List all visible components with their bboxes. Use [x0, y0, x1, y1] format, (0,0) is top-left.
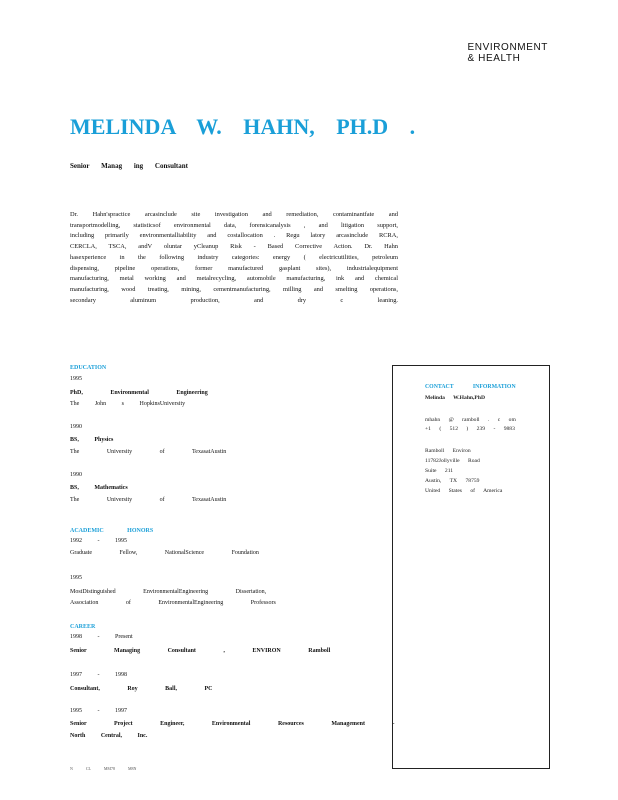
- career-year: 1995 - 1997: [70, 708, 127, 714]
- career-position-cont: North Central, Inc.: [70, 733, 148, 739]
- education-degree: PhD, Environmental Engineering: [70, 390, 208, 396]
- honors-heading: ACADEMIC HONORS: [70, 528, 154, 534]
- career-year: 1997 - 1998: [70, 672, 127, 678]
- career-year: 1998 - Present: [70, 634, 133, 640]
- contact-country: United States of America: [425, 488, 503, 494]
- contact-email[interactable]: mhahn @ ramboll . c om: [425, 417, 516, 423]
- honors-year: 1995: [70, 575, 82, 581]
- education-school: The University of TexasatAustin: [70, 449, 227, 455]
- contact-box: [392, 365, 550, 769]
- bio-paragraph: Dr. Hahn'spractice arcasinclude site investigation and remediation, contaminantfate and transportmodelling, statisticsof environmental data, forensicanalysis , and litigation support, including primarily environmentalliability and costallocation . Regu latory arcasinclude RCRA, CERCLA, TSCA, andV oluntar yCleanup Risk - Based Corrective Action. Dr. Hahn hasexperience in the following industry categories: energy ( electricutilities, petroleum dispensing, pipeline operations, former manufactured gasplant sites), industrialequipment manufacturing, metal working and metalrecycling, automobile manufacturing, ink and chemical manufacturing, wood treating, mining, cementmanufacturing, milling and smelting operations, secondary aluminum production, and dry c leaning.: [70, 211, 398, 304]
- education-heading: EDUCATION: [70, 365, 107, 371]
- contact-phone[interactable]: +1 ( 512 ) 239 - 9883: [425, 426, 515, 432]
- contact-name: Melinda W.Hahn,PhD: [425, 395, 486, 401]
- job-title: Senior Manag ing Consultant: [70, 162, 188, 170]
- contact-address-line: Suite 211: [425, 468, 454, 474]
- contact-address-line: 11782Jollyville Road: [425, 458, 480, 464]
- contact-company: Ramboll Environ: [425, 448, 471, 454]
- brand-line-1: ENVIRONMENT: [467, 42, 548, 53]
- honors-year: 1992 - 1995: [70, 538, 127, 544]
- career-position: Senior Project Engineer, Environmental Resources Management -: [70, 721, 395, 727]
- education-school: The John s HopkinsUniversity: [70, 401, 186, 407]
- honors-description: Graduate Fellow, NationalScience Foundation: [70, 550, 259, 556]
- contact-address-line: Austin, TX 78759: [425, 478, 480, 484]
- career-position: Senior Managing Consultant , ENVIRON Ramboll: [70, 648, 331, 654]
- brand-logo: [468, 42, 549, 64]
- career-position: Consultant, Roy Ball, PC: [70, 686, 213, 692]
- career-heading: CAREER: [70, 624, 96, 630]
- education-year: 1995: [70, 376, 82, 382]
- honors-description: MostDistinguished EnvironmentalEngineering Dissertation,: [70, 589, 267, 595]
- contact-heading: CONTACT INFORMATION: [425, 384, 516, 390]
- person-name: MELINDA W. HAHN, PH.D .: [70, 114, 416, 139]
- brand-line-2: & HEALTH: [467, 53, 521, 64]
- education-year: 1990: [70, 472, 82, 478]
- education-year: 1990: [70, 424, 82, 430]
- page-footer: N CL MM78 M8N: [70, 766, 137, 771]
- honors-description-cont: Association of EnvironmentalEngineering Professors: [70, 600, 276, 606]
- education-school: The University of TexasatAustin: [70, 497, 227, 503]
- education-degree: BS, Mathematics: [70, 485, 128, 491]
- education-degree: BS, Physics: [70, 437, 114, 443]
